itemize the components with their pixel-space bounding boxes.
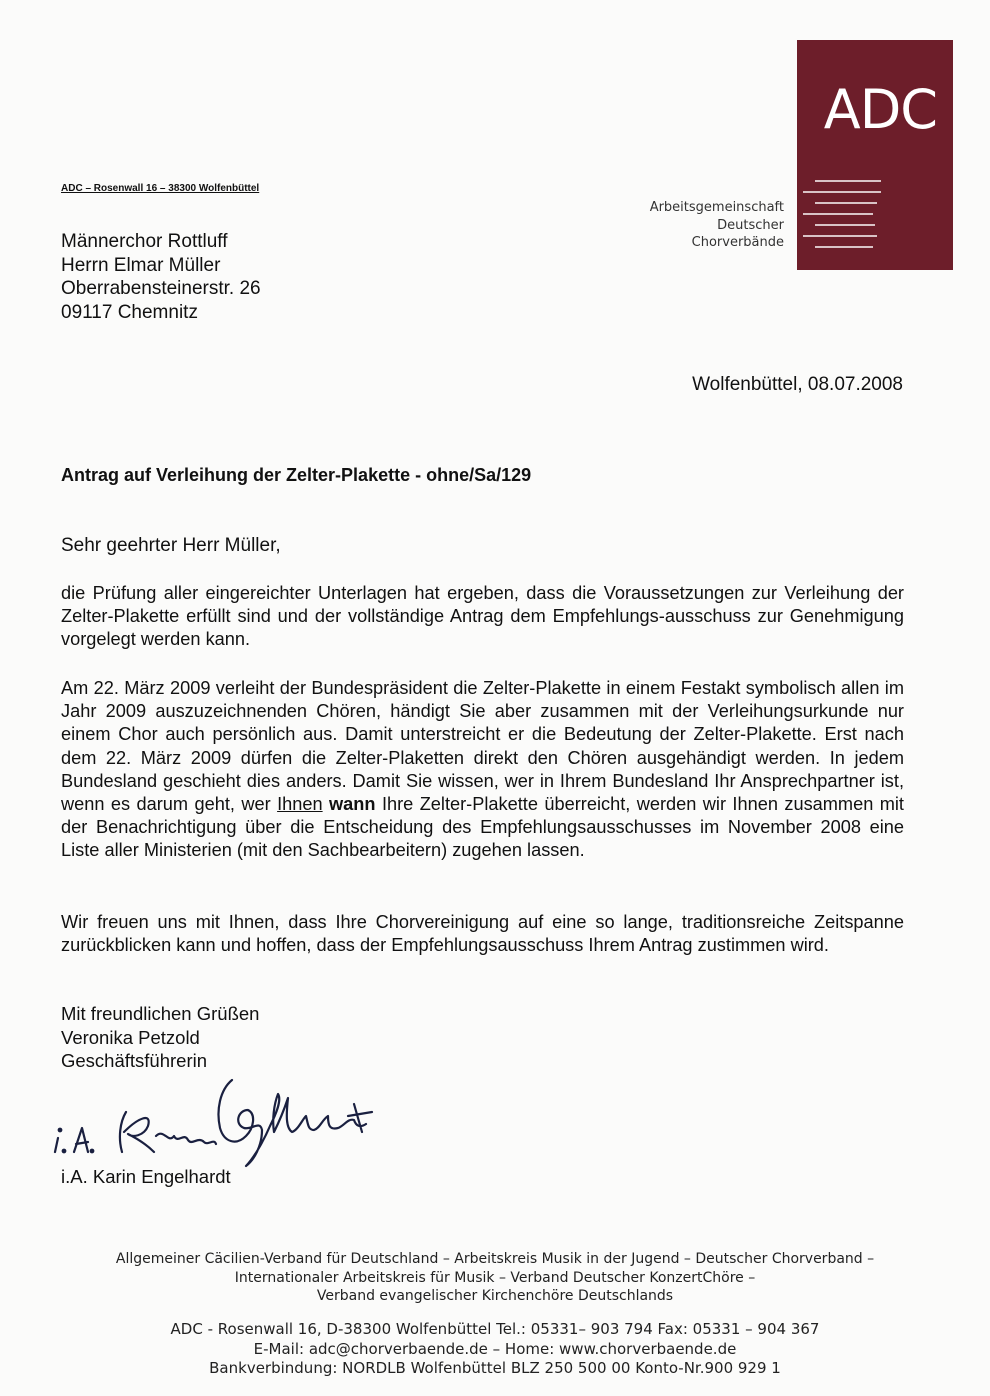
logo-stripe [815, 246, 873, 248]
footer-line: Bankverbindung: NORDLB Wolfenbüttel BLZ 250 500 00 Konto-Nr.900 929 1 [209, 1359, 781, 1377]
body-paragraph-2 [61, 677, 904, 863]
body-paragraph-3: Wir freuen uns mit Ihnen, dass Ihre Chorvereinigung auf eine so lange, traditionsreiche Zeitspanne zurückblicken kann und hoffen, dass der Empfehlungsausschuss Ihrem Antrag zustimmen wird. [61, 912, 904, 956]
org-name-line: Chorverbände [691, 235, 784, 250]
closing-line: Veronika Petzold [61, 1026, 200, 1048]
footer-member-associations [0, 1250, 990, 1306]
closing-line: Geschäftsführerin [61, 1050, 208, 1071]
adc-logo [797, 40, 953, 270]
logo-text: ADC [823, 78, 937, 141]
bold-word: wann [329, 794, 376, 815]
letter-subject: Antrag auf Verleihung der Zelter-Plakette - ohne/Sa/129 [61, 465, 532, 485]
footer-line: Internationaler Arbeitskreis für Musik – Verband Deutscher KonzertChöre – [234, 1269, 756, 1286]
org-name-line: Deutscher [717, 217, 784, 233]
footer-line: Verband evangelischer Kirchenchöre Deutschlands [316, 1288, 674, 1304]
recipient-line: Herrn Elmar Müller [61, 254, 221, 276]
logo-stripe [815, 202, 877, 204]
paragraph-text: Am 22. März 2009 verleiht der Bundespräsident die Zelter-Plakette in einem Festakt symbolisch allen im Jahr 2009 auszuzeichnenden Chören, händigt Sie aber zusammen mit der Verleihungsurkunde nur einem Chor auch persönlich aus. Damit unterstreicht er die Bedeutung der Zelter-Plakette. Erst nach dem 22. März 2009 dürfen die Zelter-Plaketten direkt den Chören ausgehändigt werden. In jedem Bundesland geschieht dies anders. Damit Sie wissen, wer in Ihrem Bundesland Ihr Ansprechpartner ist, wenn es darum geht, wer [61, 678, 904, 815]
closing-block [61, 1002, 259, 1073]
logo-stripe [815, 224, 875, 226]
footer-line: Allgemeiner Cäcilien-Verband für Deutschland – Arbeitskreis Musik in der Jugend – Deutscher Chorverband – [115, 1251, 875, 1267]
recipient-line: Oberrabensteinerstr. 26 [61, 278, 261, 299]
logo-stripe [803, 213, 873, 215]
underlined-word: Ihnen [277, 794, 323, 815]
organization-name [650, 199, 784, 252]
footer-line: E-Mail: adc@chorverbaende.de – Home: www.chorverbaende.de [253, 1339, 737, 1358]
sender-return-address: ADC – Rosenwall 16 – 38300 Wolfenbüttel [61, 183, 260, 194]
logo-stripe [815, 180, 881, 182]
recipient-line: Männerchor Rottluff [61, 231, 228, 252]
recipient-line: 09117 Chemnitz [61, 301, 198, 323]
handwritten-signature [48, 1070, 388, 1170]
salutation: Sehr geehrter Herr Müller, [61, 535, 281, 556]
logo-stripe [803, 191, 881, 193]
footer-contact [0, 1320, 990, 1379]
signer-name: i.A. Karin Engelhardt [61, 1166, 231, 1187]
paragraph-text: Ihre Zelter-Plakette überreicht, werden wir Ihnen zusammen mit der Benachrichtigung über die Entscheidung des Empfehlungsausschusses im November 2008 eine Liste aller Ministerien (mit den Sachbearbeitern) zugehen lassen. [61, 794, 904, 861]
closing-line: Mit freundlichen Grüßen [61, 1003, 260, 1024]
recipient-address [61, 230, 261, 324]
body-paragraph-1: die Prüfung aller eingereichter Unterlagen hat ergeben, dass die Voraussetzungen zur Verleihung der Zelter-Plakette erfüllt sind und der vollständige Antrag dem Empfehlungs-ausschuss zur Genehmigung vorgelegt werden kann. [61, 583, 904, 650]
letter-date: Wolfenbüttel, 08.07.2008 [692, 374, 903, 395]
logo-stripe [803, 235, 877, 237]
org-name-line: Arbeitsgemeinschaft [649, 200, 784, 215]
footer-line: ADC - Rosenwall 16, D-38300 Wolfenbüttel Tel.: 05331– 903 794 Fax: 05331 – 904 367 [170, 1320, 820, 1338]
